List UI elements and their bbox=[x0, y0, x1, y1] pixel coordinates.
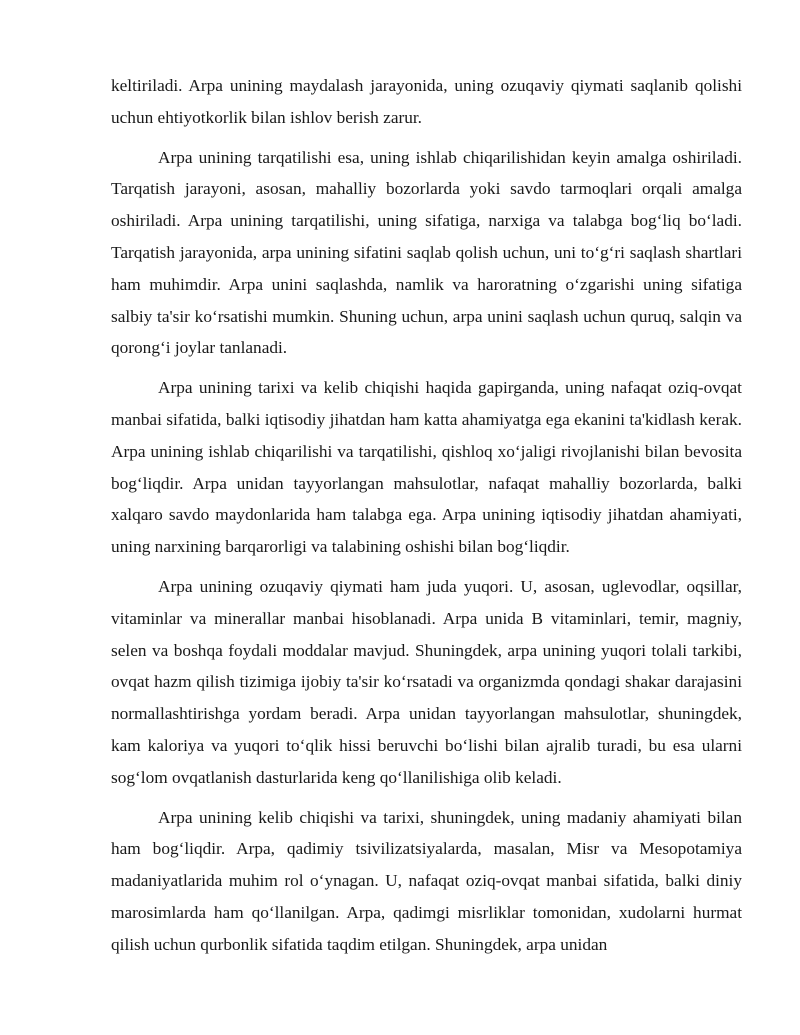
paragraph-cultural-origin: Arpa unining kelib chiqishi va tarixi, shuningdek, uning madaniy ahamiyati bilan ham bog‘liqdir. Arpa, qadimiy tsivilizatsiyalarda, masalan, Misr va Mesopotamiya madaniyatlarida muhim rol o‘ynagan. U, nafaqat oziq-ovqat manbai sifatida, balki diniy marosimlarda ham qo‘llanilgan. Arpa, qadimgi misrliklar tomonidan, xudolarni hurmat qilish uchun qurbonlik sifatida taqdim etilgan. Shuningdek, arpa unidan bbox=[111, 807, 742, 954]
paragraph-continuation: keltiriladi. Arpa unining maydalash jarayonida, uning ozuqaviy qiymati saqlanib qolishi uchun ehtiyotkorlik bilan ishlov berish zarur. bbox=[111, 76, 742, 127]
document-body bbox=[111, 70, 742, 961]
paragraph-history-economy: Arpa unining tarixi va kelib chiqishi haqida gapirganda, uning nafaqat oziq-ovqat manbai sifatida, balki iqtisodiy jihatdan ham katta ahamiyatga ega ekanini ta'kidlash kerak. Arpa unining ishlab chiqarilishi va tarqatilishi, qishloq xo‘jaligi rivojlanishi bilan bevosita bog‘liqdir. Arpa unidan tayyorlangan mahsulotlar, nafaqat mahalliy bozorlarda, balki xalqaro savdo maydonlarida ham talabga ega. Arpa unining iqtisodiy jihatdan ahamiyati, uning narxining barqarorligi va talabining oshishi bilan bog‘liqdir. bbox=[111, 378, 742, 557]
paragraph-nutrition: Arpa unining ozuqaviy qiymati ham juda yuqori. U, asosan, uglevodlar, oqsillar, vitaminlar va minerallar manbai hisoblanadi. Arpa unida B vitaminlari, temir, magniy, selen va boshqa foydali moddalar mavjud. Shuningdek, arpa unining yuqori tolali tarkibi, ovqat hazm qilish tizimiga ijobiy ta'sir ko‘rsatadi va organizmda qondagi shakar darajasini normallashtirishga yordam beradi. Arpa unidan tayyorlangan mahsulotlar, shuningdek, kam kaloriya va yuqori to‘qlik hissi beruvchi bo‘lishi bilan ajralib turadi, bu esa ularni sog‘lom ovqatlanish dasturlarida keng qo‘llanilishiga olib keladi. bbox=[111, 576, 742, 787]
paragraph-distribution: Arpa unining tarqatilishi esa, uning ishlab chiqarilishidan keyin amalga oshiriladi. Tarqatish jarayoni, asosan, mahalliy bozorlarda yoki savdo tarmoqlari orqali amalga oshiriladi. Arpa unining tarqatilishi, uning sifatiga, narxiga va talabga bog‘liq bo‘ladi. Tarqatish jarayonida, arpa unining sifatini saqlab qolish uchun, uni to‘g‘ri saqlash shartlari ham muhimdir. Arpa unini saqlashda, namlik va haroratning o‘zgarishi uning sifatiga salbiy ta'sir ko‘rsatishi mumkin. Shuning uchun, arpa unini saqlash uchun quruq, salqin va qorong‘i joylar tanlanadi. bbox=[111, 147, 742, 358]
